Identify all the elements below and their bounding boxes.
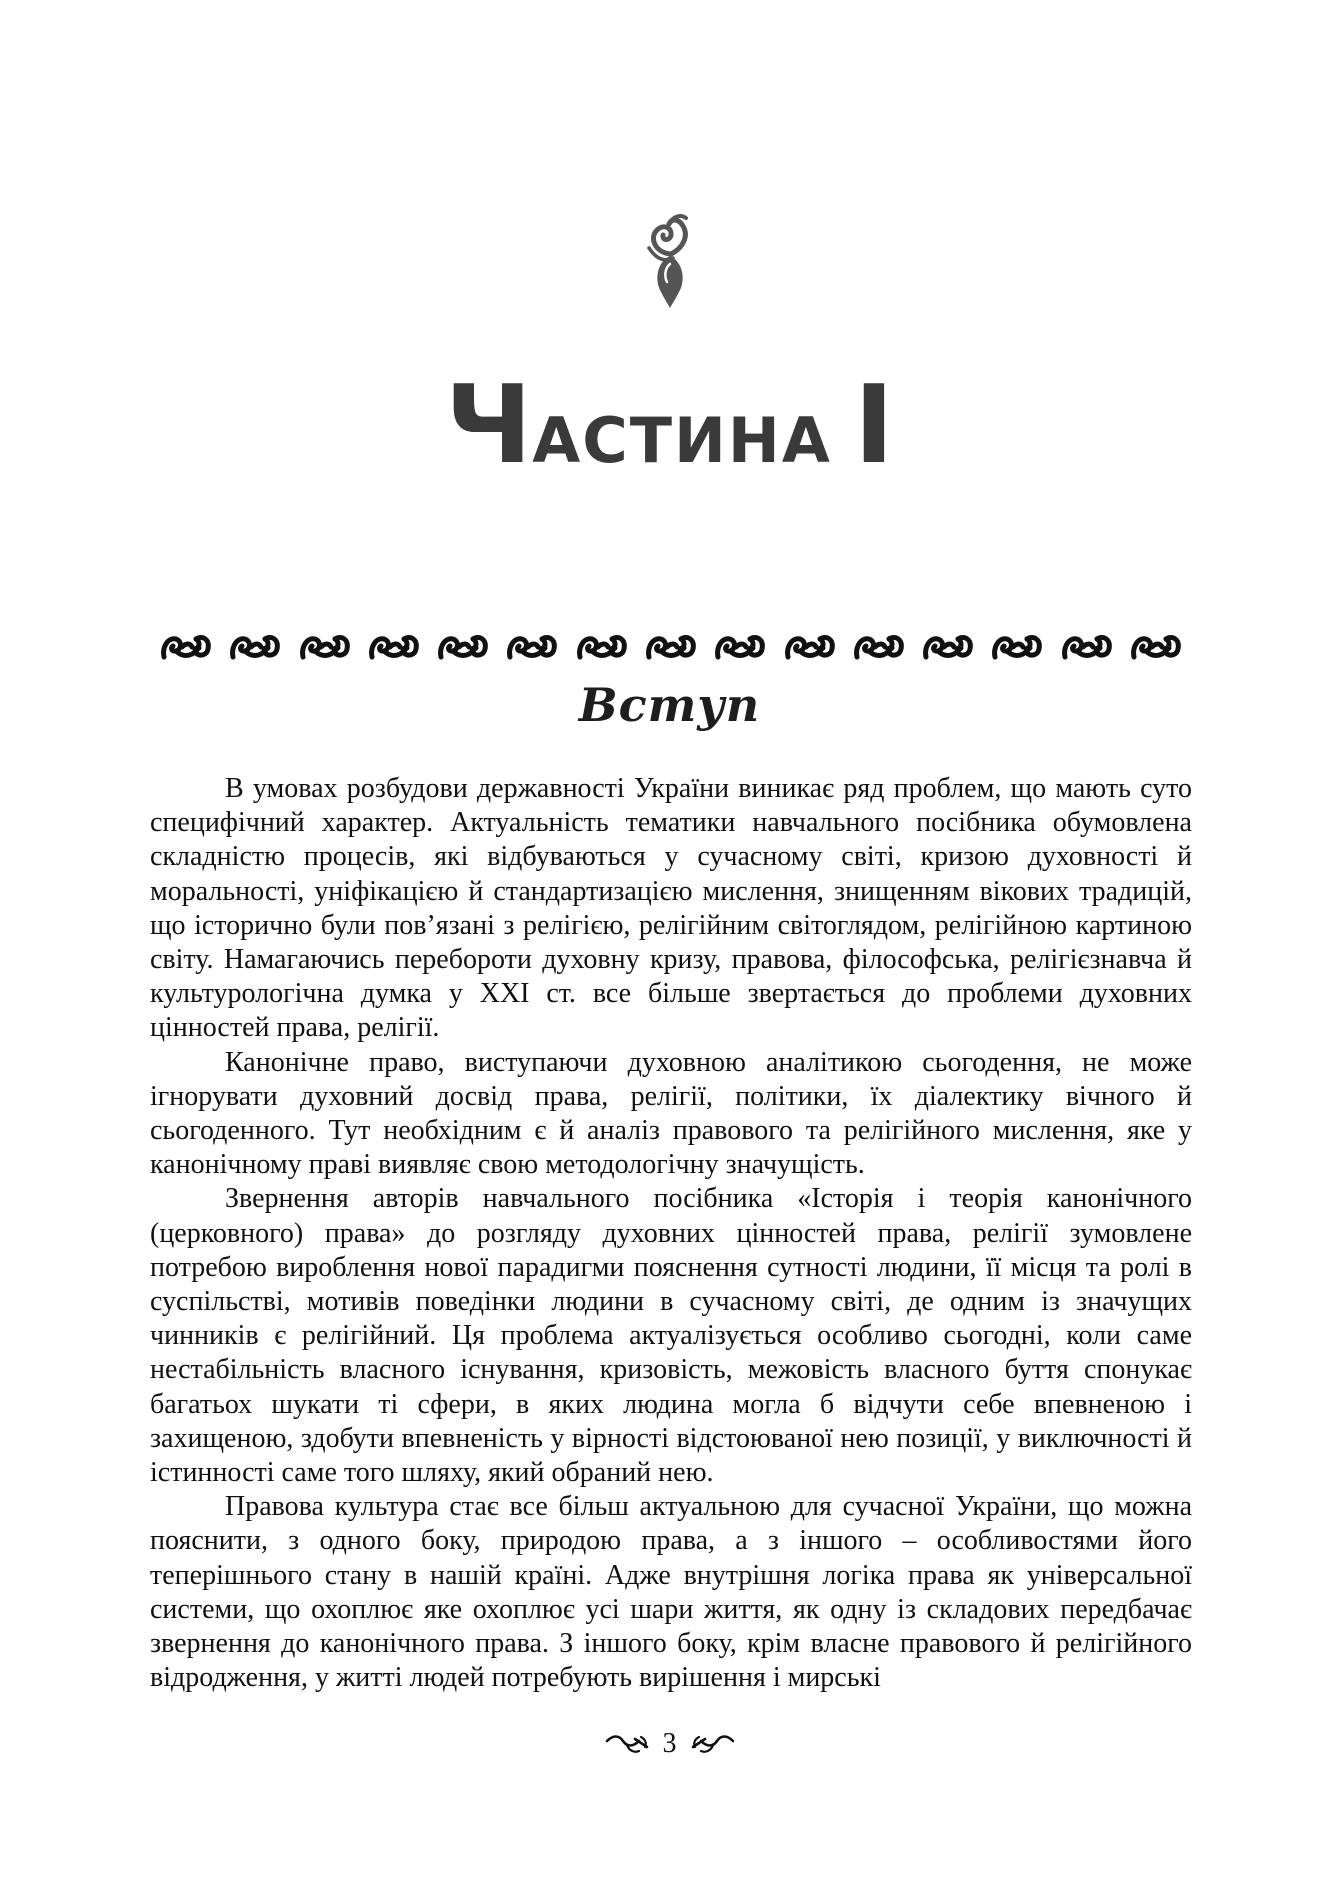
scroll-ornament-icon (576, 627, 628, 665)
scroll-ornament-icon (506, 627, 558, 665)
part-title-rest: АСТИНА (532, 404, 832, 477)
scroll-ornament-icon (991, 627, 1043, 665)
page-footer (0, 1730, 1339, 1758)
scroll-ornament-icon (229, 627, 281, 665)
grape-cluster-ornament-icon (639, 210, 701, 310)
leaf-flourish-icon (691, 1733, 735, 1755)
paragraph: Правова культура стає все більш актуальною для сучасної України, що можна пояснити, з одного боку, природою права, а з іншого – особливостями його теперішнього стану в нашій країні. Адже внутрішня логіка права як універсальної системи, що охоплює яке охоплює усі шари життя, як одну із складових передбачає звернення до канонічного права. З іншого боку, крім власне правового й релігійного відродження, у житті людей потребують вирішення і мирські (150, 1491, 1192, 1694)
part-title-numeral: І (853, 363, 894, 488)
ornamental-divider (160, 627, 1182, 665)
scroll-ornament-icon (645, 627, 697, 665)
scroll-ornament-icon (922, 627, 974, 665)
scroll-ornament-icon (784, 627, 836, 665)
body-text (150, 772, 1192, 1695)
scroll-ornament-icon (1061, 627, 1113, 665)
paragraph: В умовах розбудови державності України виникає ряд проблем, що мають суто специфічний характер. Актуальність тематики навчального посібника обумовлена складністю процесів, які відбуваються у сучасному світі, кризою духовності й моральності, уніфікацією й стандартизацією мислення, знищенням вікових традицій, що історично були пов’язані з релігією, релігійним світоглядом, релігійною картиною світу. Намагаючись перебороти духовну кризу, правова, філософська, релігієзнавча й культурологічна думка у ХХІ ст. все більше звертається до проблеми духовних цінностей права, релігії. (150, 773, 1192, 1044)
scroll-ornament-icon (299, 627, 351, 665)
leaf-flourish-icon (605, 1733, 649, 1755)
paragraph: Канонічне право, виступаючи духовною аналітикою сьогодення, не може ігнорувати духовний досвід права, релігії, політики, їх діалектику вічного й сьогоденного. Тут необхідним є й аналіз правового та релігійного мислення, яке у канонічному праві виявляє свою методологічну значущість. (150, 1046, 1192, 1181)
section-title: Вступ (578, 678, 761, 732)
paragraph: Звернення авторів навчального посібника «Історія і теорія канонічного (церковного) права» до розгляду духовних цінностей права, релігії зумовлене потребою вироблення нової парадигми пояснення сутності людини, її місця та ролі в суспільстві, мотивів поведінки людини в сучасному світі, де одним із значущих чинників є релігійний. Ця проблема актуалізується особливо сьогодні, коли саме нестабільність власного існування, кризовість, межовість власного буття спонукає багатьох шукати ті сфери, в яких людина могла б відчути себе впевненою і захищеною, здобути впевненість у вірності відстоюваної нею позиції, у виключності й істинності саме того шляху, який обраний нею. (150, 1183, 1192, 1489)
part-title (0, 363, 1339, 488)
scroll-ornament-icon (853, 627, 905, 665)
part-title-initial: Ч (444, 363, 533, 488)
scroll-ornament-icon (714, 627, 766, 665)
scroll-ornament-icon (160, 627, 212, 665)
scroll-ornament-icon (437, 627, 489, 665)
scroll-ornament-icon (368, 627, 420, 665)
scroll-ornament-icon (1130, 627, 1182, 665)
page-number: 3 (662, 1728, 677, 1759)
